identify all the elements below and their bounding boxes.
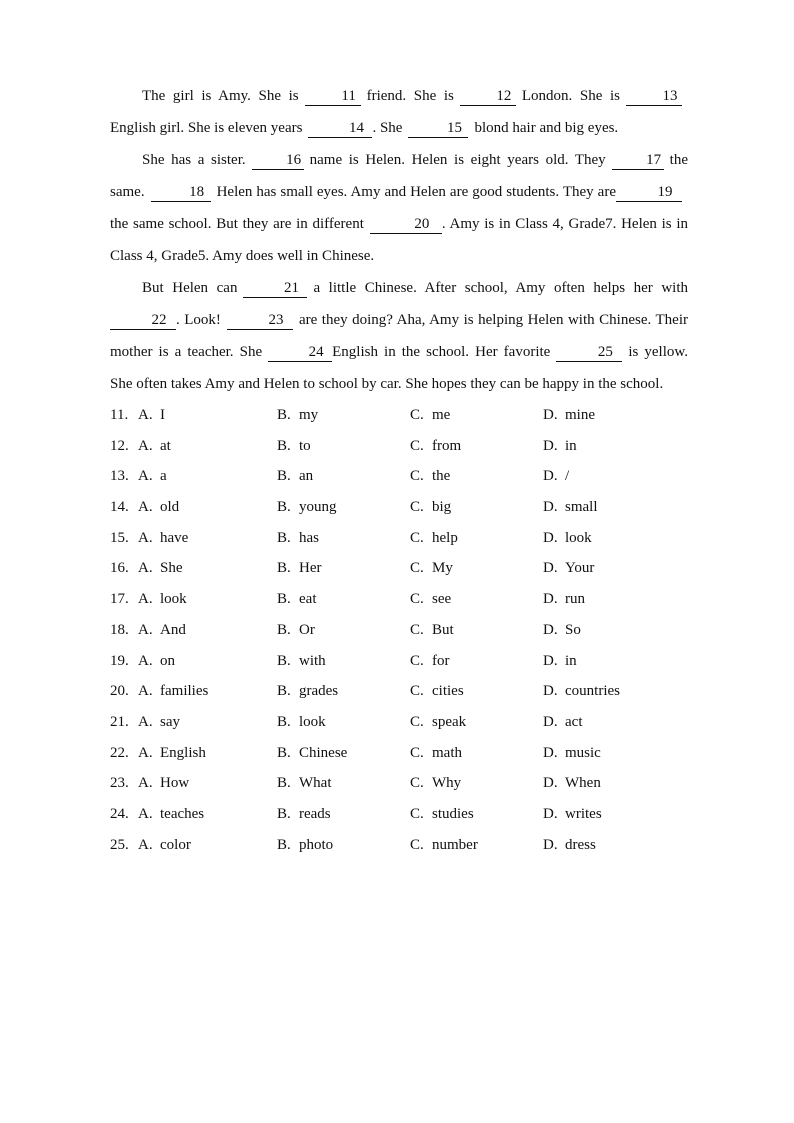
question-row [110, 830, 688, 861]
option-text: speak [432, 713, 467, 730]
question-row [110, 400, 688, 431]
option-letter: A. [138, 683, 153, 700]
option-c[interactable] [410, 523, 458, 554]
option-letter: A. [138, 560, 153, 577]
option-letter: C. [410, 621, 424, 638]
blank-20: 20 [370, 216, 442, 234]
option-a[interactable] [110, 400, 165, 431]
question-number: 23. [110, 775, 129, 792]
option-text: run [565, 591, 585, 608]
option-letter: C. [410, 775, 424, 792]
blank-22: 22 [110, 312, 176, 330]
question-row [110, 676, 688, 707]
option-d[interactable] [543, 615, 581, 646]
option-letter: B. [277, 713, 291, 730]
option-letter: B. [277, 407, 291, 423]
option-text: Your [565, 560, 595, 577]
option-text: studies [432, 805, 474, 822]
passage-text: London. She is [521, 88, 621, 104]
blank-13: 13 [626, 88, 682, 106]
option-b[interactable] [277, 646, 326, 677]
option-c[interactable] [410, 431, 461, 462]
question-row [110, 492, 688, 523]
question-number: 25. [110, 836, 129, 853]
passage-text: are they doing? Aha, Amy is helping Helen with Chinese. Their mother is a teacher. She [110, 312, 688, 360]
question-number: 17. [110, 591, 129, 608]
option-c[interactable] [410, 676, 464, 707]
question-row [110, 584, 688, 615]
option-letter: A. [138, 744, 153, 761]
question-row [110, 646, 688, 677]
option-b[interactable] [277, 431, 311, 462]
option-text: help [432, 529, 458, 546]
blank-24: 24 [268, 344, 332, 362]
option-letter: D. [543, 560, 558, 577]
option-letter: B. [277, 591, 291, 608]
option-letter: B. [277, 683, 291, 700]
option-c[interactable] [410, 492, 451, 523]
option-text: has [299, 529, 319, 546]
option-text: from [432, 437, 462, 454]
option-text: My [432, 560, 453, 577]
option-text: at [160, 437, 171, 454]
option-a[interactable] [110, 707, 180, 738]
option-text: see [432, 591, 452, 608]
option-letter: B. [277, 560, 291, 577]
option-c[interactable] [410, 707, 466, 738]
option-text: math [432, 744, 462, 761]
question-row [110, 461, 688, 492]
option-text: Chinese [299, 744, 348, 761]
option-text: music [565, 744, 601, 761]
option-text: What [299, 775, 332, 792]
option-d[interactable] [543, 461, 569, 492]
paragraph-3 [110, 272, 688, 400]
passage-text: Helen has small eyes. Amy and Helen are good students. They are [216, 184, 616, 200]
option-letter: B. [277, 652, 291, 669]
passage-text: . She [372, 120, 403, 136]
option-text: When [565, 775, 601, 792]
option-letter: C. [410, 468, 424, 485]
passage-text: The girl is Amy. She is [142, 88, 299, 104]
option-a[interactable] [110, 799, 204, 830]
option-a[interactable] [110, 830, 191, 861]
option-b[interactable] [277, 799, 331, 830]
passage-text: friend. She is [366, 88, 454, 104]
option-letter: A. [138, 468, 153, 485]
option-letter: B. [277, 529, 291, 546]
option-letter: A. [138, 775, 153, 792]
option-text: And [160, 621, 186, 638]
question-row [110, 523, 688, 554]
passage-text: . Amy is in Class 4, Grade7. Helen is in Class 4, Grade5. Amy does well in Chinese. [110, 216, 688, 264]
option-text: color [160, 836, 191, 853]
passage-text: a little Chinese. After school, Amy often helps her with [313, 280, 689, 296]
option-letter: D. [543, 652, 558, 669]
option-b[interactable] [277, 830, 333, 861]
option-a[interactable] [110, 584, 187, 615]
option-text: writes [565, 805, 602, 822]
blank-16: 16 [252, 152, 304, 170]
option-a[interactable] [110, 553, 183, 584]
option-text: big [432, 499, 452, 516]
answer-options [110, 400, 688, 860]
option-a[interactable] [110, 676, 208, 707]
option-d[interactable] [543, 431, 577, 462]
option-a[interactable] [110, 646, 175, 677]
option-d[interactable] [543, 707, 582, 738]
option-text: act [565, 713, 583, 730]
option-text: / [565, 468, 570, 485]
question-number: 11. [110, 407, 129, 423]
option-letter: D. [543, 775, 558, 792]
option-letter: D. [543, 744, 558, 761]
option-text: look [565, 529, 592, 546]
blank-14: 14 [308, 120, 372, 138]
question-number: 21. [110, 713, 129, 730]
option-a[interactable] [110, 461, 167, 492]
option-letter: D. [543, 621, 558, 638]
option-letter: C. [410, 499, 424, 516]
option-c[interactable] [410, 553, 453, 584]
option-text: cities [432, 683, 464, 700]
option-d[interactable] [543, 676, 620, 707]
option-a[interactable] [110, 523, 188, 554]
question-row [110, 553, 688, 584]
passage-text: English in the school. Her favorite [332, 344, 551, 360]
option-letter: D. [543, 468, 558, 485]
blank-17: 17 [612, 152, 664, 170]
option-d[interactable] [543, 400, 595, 431]
question-number: 19. [110, 652, 129, 669]
option-letter: B. [277, 836, 291, 853]
option-text: photo [299, 836, 334, 853]
option-d[interactable] [543, 553, 594, 584]
option-text: She [160, 560, 183, 577]
option-letter: D. [543, 713, 558, 730]
option-d[interactable] [543, 830, 596, 861]
option-letter: D. [543, 591, 558, 608]
option-d[interactable] [543, 492, 598, 523]
option-a[interactable] [110, 738, 206, 769]
option-letter: A. [138, 591, 153, 608]
passage-text: name is Helen. Helen is eight years old. They [309, 152, 606, 168]
option-c[interactable] [410, 768, 461, 799]
question-row [110, 799, 688, 830]
passage-text: blond hair and big eyes. [474, 120, 619, 136]
option-b[interactable] [277, 676, 338, 707]
option-text: old [160, 499, 180, 516]
option-letter: D. [543, 683, 558, 700]
option-letter: C. [410, 713, 424, 730]
option-b[interactable] [277, 738, 347, 769]
option-letter: A. [138, 499, 153, 516]
option-letter: C. [410, 560, 424, 577]
passage-text: She has a sister. [142, 152, 246, 168]
paragraph-2 [110, 144, 688, 272]
passage-text: is yellow. She often takes Amy and Helen to school by car. She hopes they can be happy in the school. [110, 344, 688, 392]
passage-text: But Helen can [142, 280, 238, 296]
option-letter: B. [277, 437, 291, 454]
option-d[interactable] [543, 584, 585, 615]
option-text: I [160, 407, 165, 423]
option-letter: B. [277, 775, 291, 792]
option-text: me [432, 407, 451, 423]
question-number: 24. [110, 805, 129, 822]
option-b[interactable] [277, 461, 313, 492]
option-text: with [299, 652, 326, 669]
option-text: How [160, 775, 190, 792]
blank-23: 23 [227, 312, 293, 330]
question-row [110, 707, 688, 738]
passage-text: the same school. But they are in different [110, 216, 364, 232]
option-text: grades [299, 683, 339, 700]
option-letter: D. [543, 499, 558, 516]
option-letter: A. [138, 529, 153, 546]
option-d[interactable] [543, 768, 601, 799]
question-number: 14. [110, 499, 129, 516]
question-number: 20. [110, 683, 129, 700]
blank-18: 18 [151, 184, 211, 202]
worksheet [110, 80, 688, 860]
option-letter: D. [543, 836, 558, 853]
option-letter: A. [138, 836, 153, 853]
cloze-passage [110, 80, 688, 400]
question-number: 22. [110, 744, 129, 761]
option-d[interactable] [543, 523, 592, 554]
option-letter: C. [410, 591, 424, 608]
option-letter: B. [277, 468, 291, 485]
option-text: But [432, 621, 454, 638]
option-d[interactable] [543, 646, 577, 677]
option-a[interactable] [110, 615, 186, 646]
option-letter: B. [277, 621, 291, 638]
option-c[interactable] [410, 400, 450, 431]
option-letter: A. [138, 805, 153, 822]
option-text: the [432, 468, 451, 485]
option-letter: C. [410, 437, 424, 454]
option-text: So [565, 621, 581, 638]
option-b[interactable] [277, 615, 315, 646]
option-text: young [299, 499, 337, 516]
option-text: look [299, 713, 326, 730]
passage-text: . Look! [176, 312, 221, 328]
option-letter: B. [277, 805, 291, 822]
passage-text: English girl. She is eleven years [110, 120, 303, 136]
option-letter: D. [543, 437, 558, 454]
option-letter: A. [138, 437, 153, 454]
option-b[interactable] [277, 492, 337, 523]
option-text: my [299, 407, 319, 423]
paragraph-1 [110, 80, 688, 144]
blank-21: 21 [243, 280, 307, 298]
option-text: number [432, 836, 478, 853]
question-row [110, 431, 688, 462]
option-text: reads [299, 805, 331, 822]
option-letter: D. [543, 407, 558, 423]
passage-text: the same. [110, 152, 688, 200]
option-text: in [565, 652, 577, 669]
option-text: say [160, 713, 180, 730]
option-letter: A. [138, 652, 153, 669]
question-number: 15. [110, 529, 129, 546]
option-text: countries [565, 683, 620, 700]
option-b[interactable] [277, 553, 322, 584]
option-text: eat [299, 591, 317, 608]
option-b[interactable] [277, 584, 316, 615]
blank-15: 15 [408, 120, 468, 138]
option-b[interactable] [277, 523, 319, 554]
option-text: in [565, 437, 577, 454]
blank-19: 19 [616, 184, 682, 202]
option-letter: C. [410, 836, 424, 853]
option-c[interactable] [410, 738, 462, 769]
option-c[interactable] [410, 646, 450, 677]
question-row [110, 615, 688, 646]
question-number: 16. [110, 560, 129, 577]
blank-12: 12 [460, 88, 516, 106]
option-text: on [160, 652, 175, 669]
question-number: 13. [110, 468, 129, 485]
option-c[interactable] [410, 584, 451, 615]
option-text: Her [299, 560, 322, 577]
option-a[interactable] [110, 492, 179, 523]
option-b[interactable] [277, 707, 326, 738]
option-letter: C. [410, 805, 424, 822]
question-number: 12. [110, 437, 129, 454]
option-a[interactable] [110, 768, 189, 799]
option-text: families [160, 683, 209, 700]
option-a[interactable] [110, 431, 171, 462]
blank-11: 11 [305, 88, 361, 106]
option-text: for [432, 652, 450, 669]
option-letter: C. [410, 744, 424, 761]
blank-25: 25 [556, 344, 622, 362]
option-letter: B. [277, 744, 291, 761]
question-number: 18. [110, 621, 129, 638]
option-text: a [160, 468, 167, 485]
option-text: mine [565, 407, 595, 423]
option-text: to [299, 437, 311, 454]
option-text: Why [432, 775, 462, 792]
option-text: English [160, 744, 206, 761]
option-c[interactable] [410, 615, 454, 646]
option-letter: B. [277, 499, 291, 516]
option-b[interactable] [277, 400, 318, 431]
option-d[interactable] [543, 799, 602, 830]
question-row [110, 738, 688, 769]
option-text: teaches [160, 805, 205, 822]
option-letter: D. [543, 805, 558, 822]
option-letter: A. [138, 713, 153, 730]
option-letter: D. [543, 529, 558, 546]
option-letter: C. [410, 529, 424, 546]
option-text: an [299, 468, 314, 485]
option-letter: A. [138, 621, 153, 638]
question-row [110, 768, 688, 799]
option-text: have [160, 529, 189, 546]
option-b[interactable] [277, 768, 331, 799]
option-letter: C. [410, 407, 424, 423]
option-c[interactable] [410, 830, 478, 861]
option-letter: A. [138, 407, 153, 423]
option-text: small [565, 499, 598, 516]
option-text: dress [565, 836, 596, 853]
option-text: look [160, 591, 187, 608]
option-c[interactable] [410, 461, 450, 492]
option-letter: C. [410, 652, 424, 669]
option-c[interactable] [410, 799, 474, 830]
option-letter: C. [410, 683, 424, 700]
option-d[interactable] [543, 738, 601, 769]
option-text: Or [299, 621, 315, 638]
